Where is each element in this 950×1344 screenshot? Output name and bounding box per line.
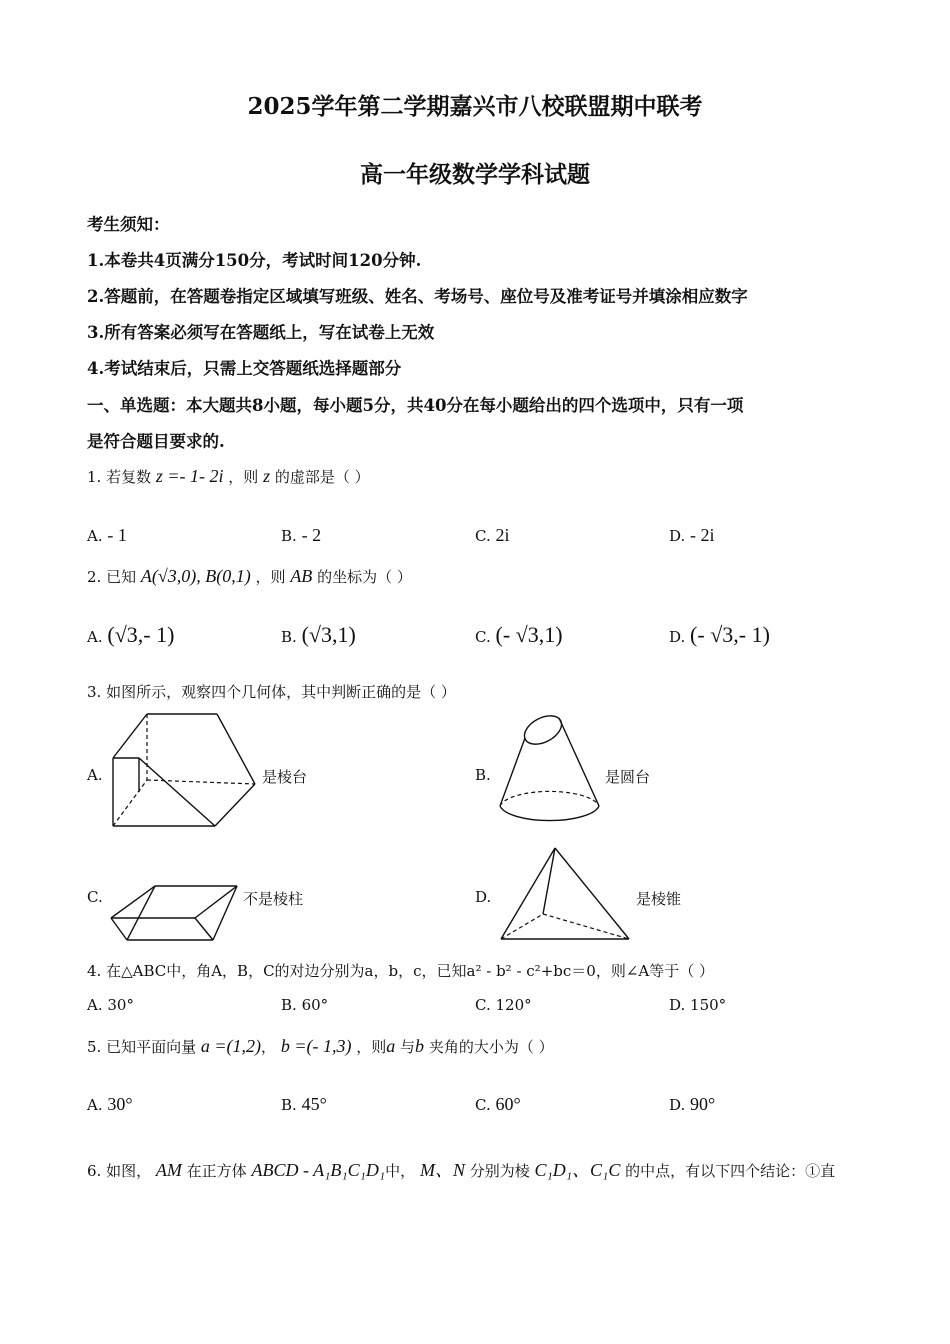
q3-option-d-caption: 是棱锥 (636, 890, 682, 908)
question-5: 5. 已知平面向量 a =(1,2)， b =(- 1,3) ，则a 与b 夹角的大小为（ ） (87, 1036, 554, 1056)
q4-option-a[interactable]: A. 30° (87, 996, 134, 1014)
q1-option-b[interactable]: B. - 2 (281, 525, 322, 545)
notice-item-3: 3.所有答案必须写在答题纸上，写在试卷上无效 (87, 323, 435, 342)
q5-vector-a: a =(1,2) (200, 1036, 262, 1056)
q5-vector-b: b =(- 1,3) (280, 1036, 352, 1056)
q3-option-b-label[interactable]: B. (475, 766, 491, 784)
q2-option-a[interactable]: A. (√3,- 1) (87, 622, 175, 647)
notice-item-4: 4.考试结束后，只需上交答题纸选择题部分 (87, 359, 402, 378)
q2-option-c[interactable]: C. (- √3,1) (475, 622, 563, 647)
section-heading-line2: 是符合题目要求的. (87, 432, 225, 451)
q2-expression: A(√3,0), B(0,1) (140, 566, 251, 586)
q1-option-d[interactable]: D. - 2i (669, 525, 715, 545)
q1-option-a[interactable]: A. - 1 (87, 525, 127, 545)
q3-option-b-caption: 是圆台 (605, 768, 651, 786)
q6-cube: ABCD - A₁B₁C₁D₁ (251, 1160, 386, 1180)
q3-option-c-caption: 不是棱柱 (243, 890, 304, 908)
q4-option-d[interactable]: D. 150° (669, 996, 727, 1014)
question-1: 1. 若复数 z =- 1- 2i ，则 z 的虚部是（ ） (87, 466, 370, 486)
notice-heading: 考生须知： (87, 215, 170, 234)
truncated-cone-figure (495, 708, 605, 832)
q4-option-c[interactable]: C. 120° (475, 996, 532, 1014)
q3-option-d-label[interactable]: D. (475, 888, 492, 906)
question-2: 2. 已知 A(√3,0), B(0,1) ，则 AB 的坐标为（ ） (87, 566, 412, 586)
exam-title: 2025学年第二学期嘉兴市八校联盟期中联考 (247, 93, 703, 120)
q1-option-c[interactable]: C. 2i (475, 525, 510, 545)
q2-option-d[interactable]: D. (- √3,- 1) (669, 622, 770, 647)
q4-option-b[interactable]: B. 60° (281, 996, 329, 1014)
q5-option-a[interactable]: A. 30° (87, 1094, 133, 1114)
q1-expression: z =- 1- 2i (155, 466, 224, 486)
pyramid-figure (497, 844, 635, 944)
question-4: 4. 在△ABC中，角A，B，C的对边分别为a，b，c，已知a² - b² - c²+bc＝0，则∠A等于（ ） (87, 962, 714, 980)
oblique-prism-figure (105, 880, 245, 944)
section-heading-line1: 一、单选题：本大题共8小题，每小题5分，共40分在每小题给出的四个选项中，只有一项 (87, 396, 744, 415)
notice-item-2: 2.答题前，在答题卷指定区域填写班级、姓名、考场号、座位号及准考证号并填涂相应数字 (87, 287, 748, 306)
frustum-figure (105, 708, 265, 832)
q3-option-a-label[interactable]: A. (87, 766, 103, 784)
q3-option-c-label[interactable]: C. (87, 888, 103, 906)
question-6: 6. 如图， AM 在正方体 ABCD - A₁B₁C₁D₁中， M、N 分别为棱 C₁D₁、C₁C 的中点，有以下四个结论：①直 (87, 1160, 836, 1180)
q3-option-a-caption: 是棱台 (262, 768, 308, 786)
notice-item-1: 1.本卷共4页满分150分，考试时间120分钟. (87, 251, 422, 270)
q5-option-d[interactable]: D. 90° (669, 1094, 716, 1114)
q5-option-c[interactable]: C. 60° (475, 1094, 521, 1114)
question-3: 3. 如图所示，观察四个几何体，其中判断正确的是（ ） (87, 683, 456, 701)
exam-subtitle: 高一年级数学学科试题 (360, 161, 590, 188)
q2-option-b[interactable]: B. (√3,1) (281, 622, 356, 647)
q5-option-b[interactable]: B. 45° (281, 1094, 327, 1114)
